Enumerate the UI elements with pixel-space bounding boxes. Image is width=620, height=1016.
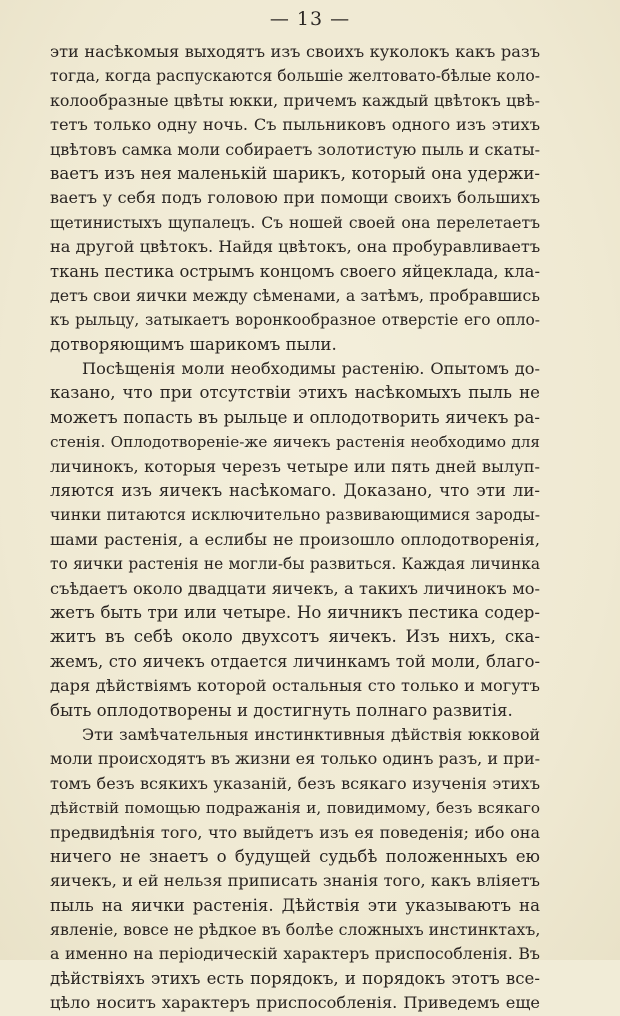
text-line: щетинистыхъ щупалецъ. Съ ношей своей она перелетаетъ (50, 213, 540, 232)
text-line: на другой цвѣтокъ. Найдя цвѣтокъ, она пробуравливаетъ (50, 237, 540, 257)
text-line: яичекъ, и ей нельзя приписать знанiя того, какъ влiяетъ (50, 871, 540, 891)
text-line: эти насѣкомыя выходятъ изъ своихъ куколокъ какъ разъ (50, 42, 540, 61)
text-line: можетъ попасть въ рыльце и оплодотворить яичекъ ра- (50, 407, 540, 427)
text-line: жетъ быть три или четыре. Но яичникъ пестика содер- (50, 602, 540, 622)
body-text (50, 40, 540, 1016)
text-line: томъ безъ всякихъ указанiй, безъ всякаго изученiя этихъ (50, 773, 540, 793)
text-line: моли происходятъ въ жизни ея только одинъ разъ, и при- (50, 749, 540, 769)
text-line: ваетъ изъ нея маленькiй шарикъ, который она удержи- (50, 163, 540, 183)
text-line: пыль на яички растенiя. Дѣйствiя эти указываютъ на (50, 895, 540, 915)
text-line: ляются изъ яичекъ насѣкомаго. Доказано, что эти ли- (50, 481, 540, 501)
text-line: то яички растенiя не могли-бы развиться. Каждая личинка (50, 555, 540, 574)
text-line: явленiе, вовсе не рѣдкое въ болѣе сложныхъ инстинктахъ, (50, 920, 540, 940)
text-line: детъ свои яички между сѣменами, а затѣмъ, пробравшись (50, 285, 540, 305)
text-line: Посѣщенiя моли необходимы растенiю. Опытомъ до- (82, 359, 540, 379)
text-line: даря дѣйствiямъ которой остальныя сто только и могутъ (50, 676, 540, 696)
text-line: стенiя. Оплодотворенiе-же яичекъ растенiя необходимо для (50, 433, 540, 452)
text-line: жемъ, сто яичекъ отдается личинкамъ той моли, благо- (50, 651, 540, 671)
text-line: тетъ только одну ночь. Съ пыльниковъ одного изъ этихъ (50, 115, 540, 135)
text-line: дѣйствiяхъ этихъ есть порядокъ, и порядокъ этотъ все- (50, 968, 540, 988)
text-line: дѣйствiй помощью подражанiя и, повидимому, безъ всякаго (50, 799, 540, 818)
text-line: къ рыльцу, затыкаетъ воронкообразное отверстiе его опло- (50, 311, 540, 330)
text-line: предвидѣнiя того, что выйдетъ изъ ея поведенiя; ибо она (50, 822, 540, 842)
text-line: цѣло носитъ характеръ приспособленiя. Приведемъ еще (50, 993, 540, 1013)
text-line: быть оплодотворены и достигнуть полнаго развитiя. (50, 700, 513, 720)
text-line: колообразные цвѣты юкки, причемъ каждый цвѣтокъ цвѣ- (50, 90, 540, 110)
text-line: цвѣтовъ самка моли собираетъ золотистую пыль и скаты- (50, 139, 540, 159)
text-line: личинокъ, которыя черезъ четыре или пять дней вылуп- (50, 456, 540, 476)
text-line: казано, что при отсутствiи этихъ насѣкомыхъ пыль не (50, 383, 540, 403)
page-number: — 13 — (269, 8, 351, 30)
text-line: тогда, когда распускаются большiе желтовато-бѣлые коло- (50, 67, 540, 86)
text-line: ничего не знаетъ о будущей судьбѣ положенныхъ ею (50, 846, 540, 866)
text-line: шами растенiя, а еслибы не произошло оплодотворенiя, (50, 529, 540, 549)
text-line: а именно на перiодическiй характеръ приспособленiя. Въ (50, 944, 540, 964)
text-line: дотворяющимъ шарикомъ пыли. (50, 334, 337, 354)
text-line: чинки питаются исключительно развивающимися зароды- (50, 506, 540, 525)
text-line: съѣдаетъ около двадцати яичекъ, а такихъ личинокъ мо- (50, 578, 540, 598)
text-line: житъ въ себѣ около двухсотъ яичекъ. Изъ нихъ, ска- (50, 627, 540, 647)
text-line: ткань пестика острымъ концомъ своего яйцеклада, кла- (50, 261, 540, 281)
text-line: Эти замѣчательныя инстинктивныя дѣйствiя юкковой (82, 724, 540, 744)
text-line: ваетъ у себя подъ головою при помощи своихъ большихъ (50, 188, 540, 208)
